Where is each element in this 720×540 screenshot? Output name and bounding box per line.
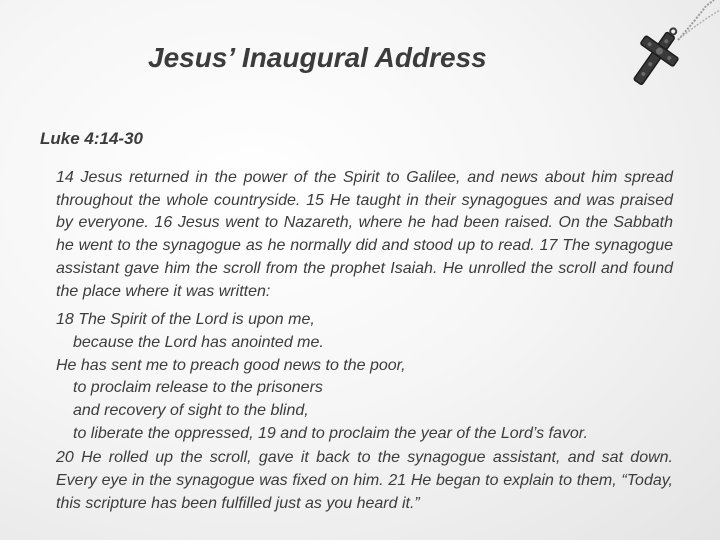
poem-line: because the Lord has anointed me. [73, 333, 324, 351]
scripture-reference: Luke 4:14-30 [40, 129, 143, 148]
passage-paragraph-1: 14 Jesus returned in the power of the Spirit to Galilee, and news about him spread throughout the whole countryside. 15 He taught in their synagogues and was praised by everyone. 16 Jesus went to Nazareth, where he had been raised. On the Sabbath he went to the synagogue as he normally did and stood up to read. 17 The synagogue assistant gave him the scroll from the prophet Isaiah. He unrolled the scroll and found the place where it was written: [56, 169, 673, 300]
isaiah-quotation [56, 309, 673, 445]
poem-line: to liberate the oppressed, 19 and to proclaim the year of the Lord’s favor. [73, 424, 588, 442]
scripture-passage [56, 167, 673, 516]
poem-line: to proclaim release to the prisoners [73, 379, 323, 397]
poem-line: 18 The Spirit of the Lord is upon me, [56, 311, 315, 329]
cross-pendant-icon [610, 0, 720, 100]
passage-paragraph-2: 20 He rolled up the scroll, gave it back to the synagogue assistant, and sat down. Every eye in the synagogue was fixed on him. 21 He began to explain to them, “Today, this scripture has been fulfilled just as you heard it.” [56, 449, 673, 512]
poem-line: and recovery of sight to the blind, [73, 402, 309, 420]
poem-line: He has sent me to preach good news to the poor, [56, 356, 406, 374]
slide-title: Jesus’ Inaugural Address [148, 42, 487, 73]
